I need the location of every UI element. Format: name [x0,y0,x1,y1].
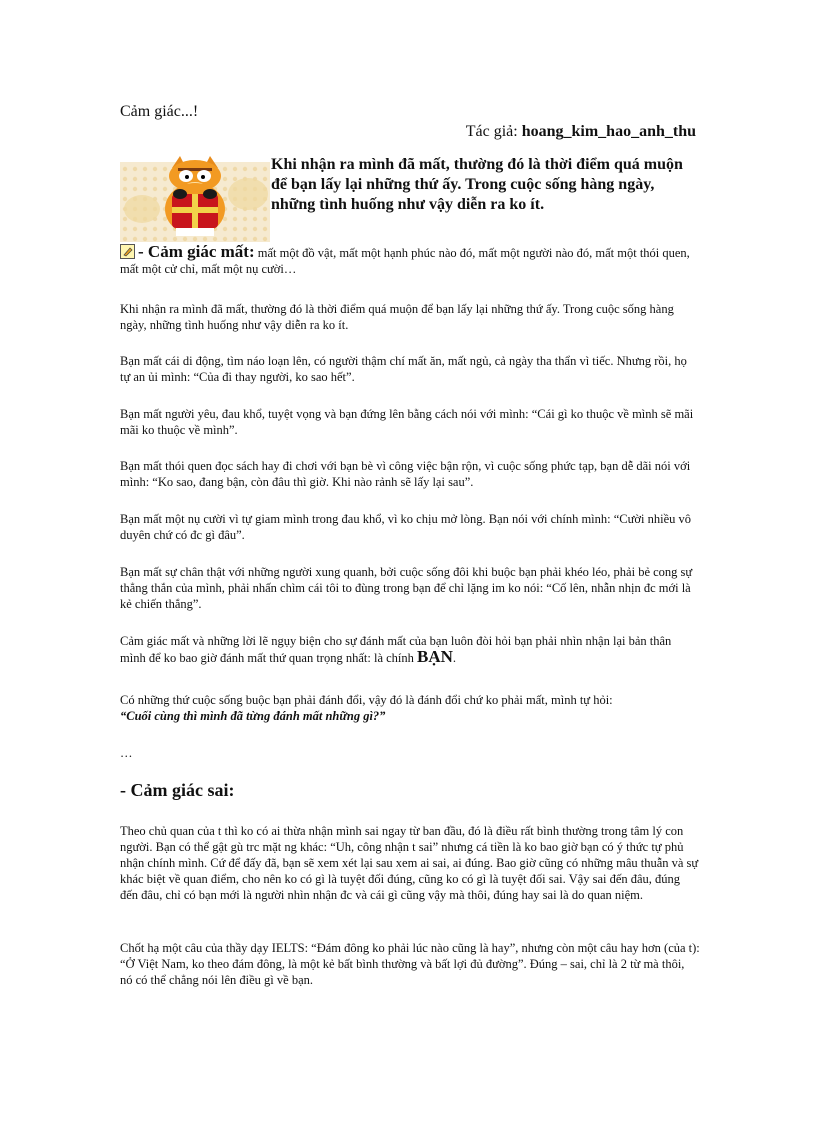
document-title: Cảm giác...! [120,103,199,120]
paragraph-text: Bạn mất sự chân thật với những người xung quanh, bởi cuộc sống đôi khi buộc bạn phải khéo léo, phải bẻ cong sự thẳng thắn của mình, phải nhấn chìm cái tôi to đùng trong bạn để chỉ lặng im ko nói: “Cố lên, nhẫn nhịn đc mới là kẻ chiến thắng”. [120,565,693,611]
paragraph-text: Chốt hạ một câu của thầy dạy IELTS: “Đám đông ko phải lúc nào cũng là hay”, nhưng còn một câu hay hơn (của t): “Ở Việt Nam, ko theo đám đông, là một kẻ bất bình thường và bất lợi đủ đường”. Đúng – sai, chỉ là 2 từ mà thôi, nó có thể chẳng nói lên điều gì về bạn. [120,941,700,987]
paragraph [120,353,700,385]
paragraph-text: Có những thứ cuộc sống buộc bạn phải đánh đổi, vậy đó là đánh đổi chứ ko phải mất, mình tự hỏi: [120,693,613,707]
cartoon-cat-image [120,154,270,242]
section-loss-intro [120,244,700,277]
quote-text: “Cuối cùng thì mình đã từng đánh mất những gì?” [120,709,386,723]
paragraph [120,511,700,543]
paragraph-end: . [452,651,457,665]
bullet-pencil-icon [120,244,135,259]
paragraph [120,301,700,333]
paragraph-text: Bạn mất thói quen đọc sách hay đi chơi với bạn bè vì công việc bận rộn, vì cuộc sống phức tạp, bạn dễ dãi nói với mình: “Ko sao, đang bận, còn đâu thì giờ. Khi nào rảnh sẽ lấy lại sau”. [120,459,691,489]
author-name: hoang_kim_hao_anh_thu [521,123,696,140]
section-loss-heading: - Cảm giác mất: [138,242,255,261]
paragraph [120,458,700,490]
paragraph-text: Theo chủ quan của t thì ko có ai thừa nhận mình sai ngay từ ban đầu, đó là điều rất bình thường trong tâm lý con người. Bạn có thể gật gù trc mặt ng khác: “Uh, công nhận t sai” nhưng cá tiền là ko bao giờ bạn có ý thức tự phủ nhận chính mình. Cứ để đấy đã, bạn sẽ xem xét lại sau xem ai sai, ai đúng. Bao giờ cũng có những mâu thuẫn và sự khác biệt về quan điểm, cho nên ko có gì là tuyệt đối đúng, cũng ko có gì là tuyệt đối sai. Vậy sai đến đâu, đúng đến đâu, chỉ có bạn mới là người nhìn nhận đc và cái gì cũng vậy mà thôi, đúng hay sai là do quan niệm. [120,824,699,902]
section-wrong-heading: - Cảm giác sai: [120,780,235,800]
section-loss-lead: mất một đồ vật, mất một hạnh phúc nào đó, mất một người nào đó, mất một thói quen, mất một cử chỉ, mất một nụ cười… [120,246,690,276]
emphasis-ban: BẠN [417,647,453,666]
paragraph [120,692,700,724]
paragraph-text: Cảm giác mất và những lời lẽ ngụy biện cho sự đánh mất của bạn luôn đòi hỏi bạn phải nhìn nhận lại bản thân mình để ko bao giờ đánh mất thứ quan trọng nhất: là chính [120,634,672,665]
paragraph [120,564,700,612]
paragraph-text: Bạn mất người yêu, đau khổ, tuyệt vọng và bạn đứng lên bằng cách nói với mình: “Cái gì ko thuộc về mình sẽ mãi mãi ko thuộc về mình”. [120,407,694,437]
author-label: Tác giả: [465,123,522,140]
paragraph [120,406,700,438]
paragraph-text: Bạn mất một nụ cười vì tự giam mình trong đau khổ, vì ko chịu mở lòng. Bạn nói với chính mình: “Cười nhiều vô duyên chứ có đc gì đâu”. [120,512,692,542]
paragraph [120,823,700,903]
paragraph-text: Khi nhận ra mình đã mất, thường đó là thời điểm quá muộn để bạn lấy lại những thứ ấy. Trong cuộc sống hàng ngày, những tình huống như vậy diễn ra ko ít. [120,302,674,332]
paragraph [120,633,700,666]
paragraph [120,940,700,988]
ellipsis: … [120,746,133,760]
paragraph-text: Bạn mất cái di động, tìm náo loạn lên, có người thậm chí mất ăn, mất ngủ, cả ngày tha thẩn vì tiếc. Nhưng rồi, họ tự an ủi mình: “Của đi thay người, ko sao hết”. [120,354,687,384]
intro-bold-paragraph: Khi nhận ra mình đã mất, thường đó là thời điểm quá muộn để bạn lấy lại những thứ ấy. Trong cuộc sống hàng ngày, những tình huống như vậy diễn ra ko ít. [271,156,683,213]
author-line [466,123,696,141]
